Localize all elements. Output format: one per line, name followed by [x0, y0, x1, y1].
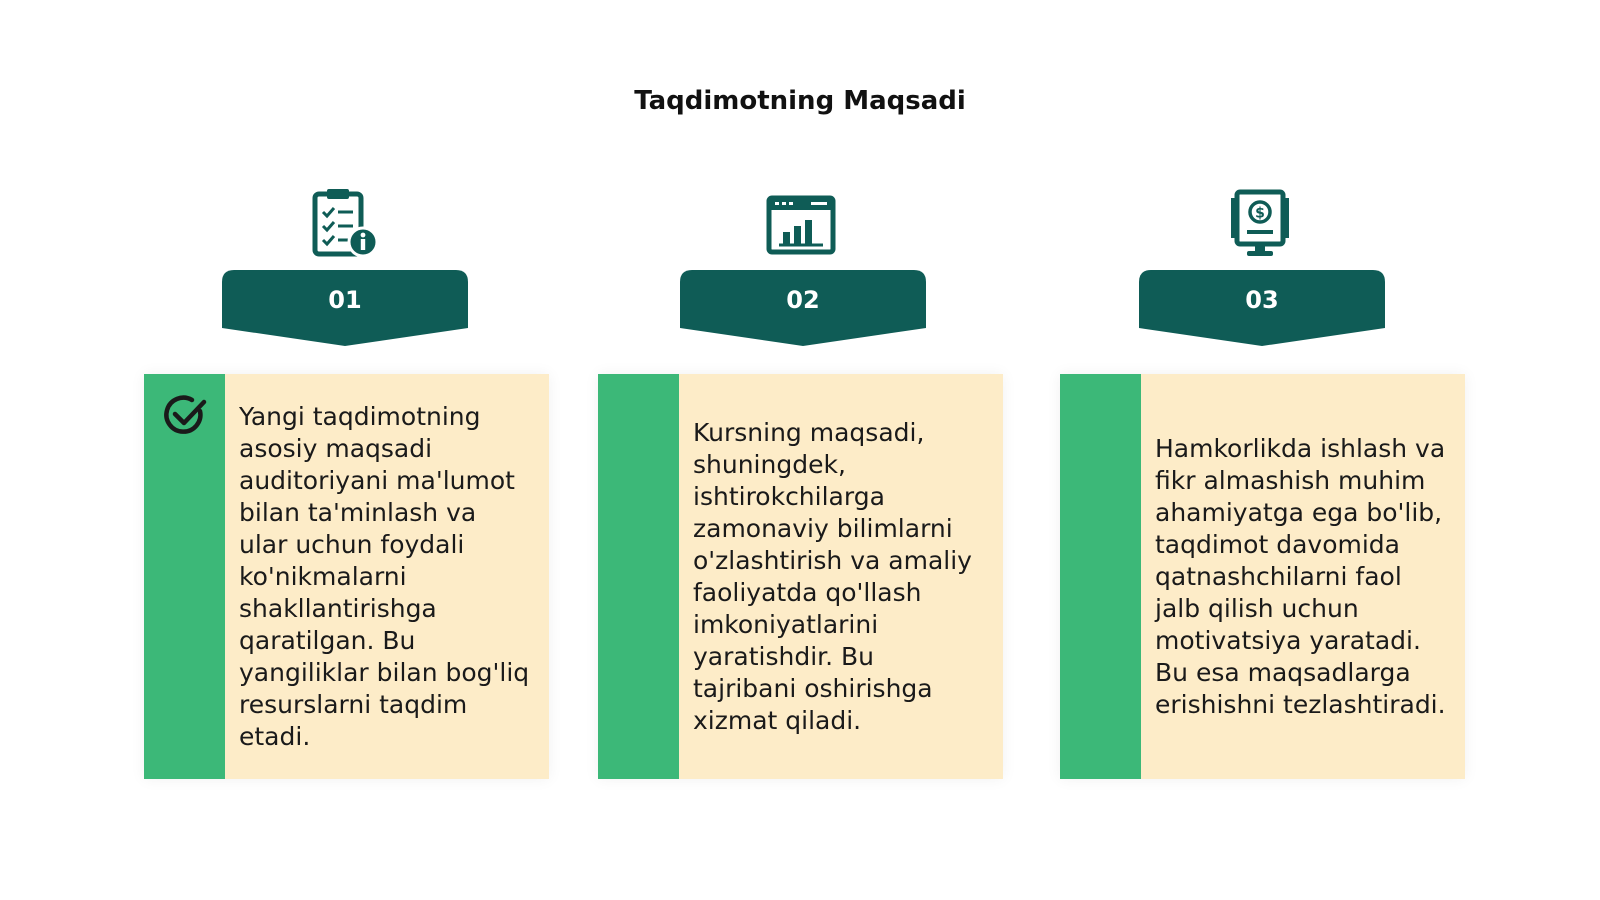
- number-label: 03: [1245, 286, 1279, 314]
- slide-title: Taqdimotning Maqsadi: [634, 86, 966, 116]
- card-text-box: [693, 374, 985, 779]
- card-stripe: [144, 374, 225, 779]
- card-text: Hamkorlikda ishlash va fikr almashish muhim ahamiyatga ega bo'lib, taqdimot davomida qatnashchilarni faol jalb qilish uchun motivatsiya yaratadi. Bu esa maqsadlarga erishishni tezlashtiradi.: [1155, 433, 1446, 719]
- number-badge: [1139, 270, 1385, 346]
- card-text-box: [1155, 374, 1447, 779]
- card-stripe: [1060, 374, 1141, 779]
- number-label: 02: [786, 286, 820, 314]
- svg-text:$: $: [1255, 205, 1265, 222]
- info-card: [144, 374, 549, 779]
- card-text: Yangi taqdimotning asosiy maqsadi auditoriyani ma'lumot bilan ta'minlash va ular uchun foydali ko'nikmalarni shakllantirishga qaratilgan. Bu yangiliklar bilan bog'liq resurslarni taqdim etadi.: [239, 401, 530, 751]
- info-card: [598, 374, 1003, 779]
- clipboard-info-icon: [309, 188, 381, 260]
- number-label: 01: [328, 286, 362, 314]
- info-card: [1060, 374, 1465, 779]
- card-stripe: [598, 374, 679, 779]
- card-text-box: [239, 374, 531, 779]
- check-circle-icon: [162, 392, 208, 438]
- card-text: Kursning maqsadi, shuningdek, ishtirokchilarga zamonaviy bilimlarni o'zlashtirish va amaliy faoliyatda qo'llash imkoniyatlarini yaratishdir. Bu tajribani oshirishga xizmat qiladi.: [693, 417, 972, 735]
- number-badge: [222, 270, 468, 346]
- dollar-monitor-icon: [1225, 188, 1297, 260]
- number-badge: [680, 270, 926, 346]
- browser-chart-icon: [765, 188, 837, 260]
